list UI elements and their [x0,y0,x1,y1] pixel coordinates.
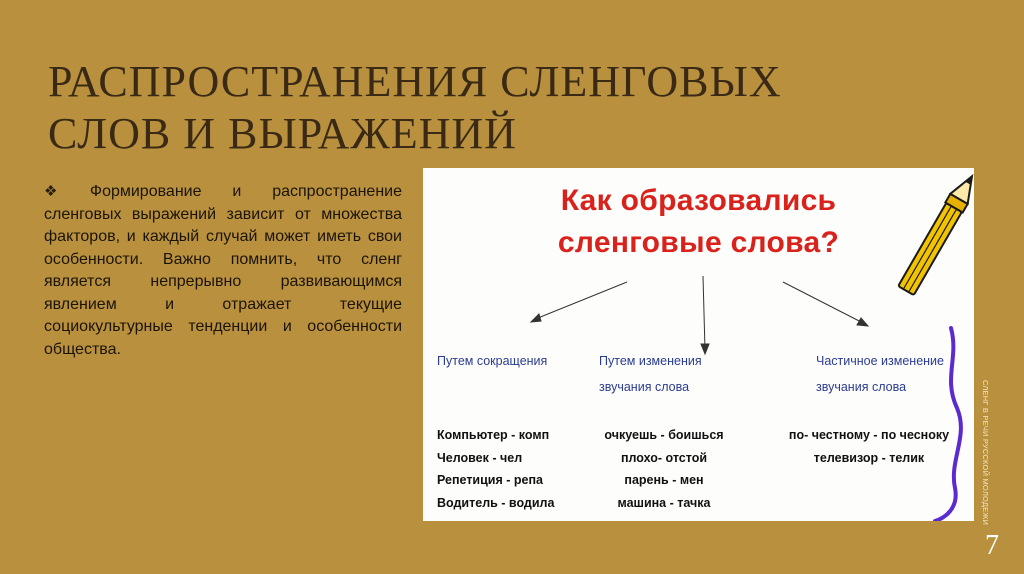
example-item: Репетиция - репа [437,473,543,487]
diagram-question-line-1: Как образовались [560,184,837,217]
example-item: Человек - чел [437,450,523,465]
example-item: парень - мен [624,473,704,487]
page-number: 7 [985,530,999,561]
example-item: очкуешь - боишься [604,428,724,442]
slide-title-line-1: РАСПРОСТРАНЕНИЯ СЛЕНГОВЫХ [48,57,782,106]
bullet-text: Формирование и распространение сленговых выражений зависит от множества факторов, и каждый случай может иметь свои особенности. Важно помнить, что сленг является непрерывно развивающимся явлением и отражает текущие социокультурные тенденции и особенности общества. [44,183,403,358]
example-item: плохо- отстой [620,450,708,465]
side-caption: СЛЕНГ В РЕЧИ РУССКОЙ МОЛОДЕЖИ [981,380,990,526]
branch-3-examples [779,424,959,469]
slide-title [48,56,928,160]
branch-3-title: Частичное изменение звучания слова [816,354,944,394]
arrow-left [533,282,627,320]
arrow-middle-head [701,344,709,354]
bullet-paragraph [44,181,402,361]
example-item: машина - тачка [617,495,711,510]
example-item: Компьютер - комп [437,428,550,442]
arrow-left-head [531,314,541,322]
slang-diagram-image [423,168,974,521]
diamond-bullet-icon: ❖ [44,183,84,200]
branch-2-title: Путем изменения звучания слова [599,354,702,394]
example-item: телевизор - телик [813,450,925,465]
slide-title-line-2: СЛОВ И ВЫРАЖЕНИЙ [48,109,517,158]
branch-1-title: Путем сокращения [437,354,548,368]
example-item: Водитель - водила [437,495,555,510]
branch-1-examples [437,424,554,514]
arrow-right [783,282,865,324]
branch-2-examples [599,424,729,514]
arrow-middle [703,276,705,350]
arrow-right-head [857,318,868,326]
example-item: по- честному - по чесноку [788,428,950,442]
diagram-question-line-2: сленговые слова? [557,226,840,259]
